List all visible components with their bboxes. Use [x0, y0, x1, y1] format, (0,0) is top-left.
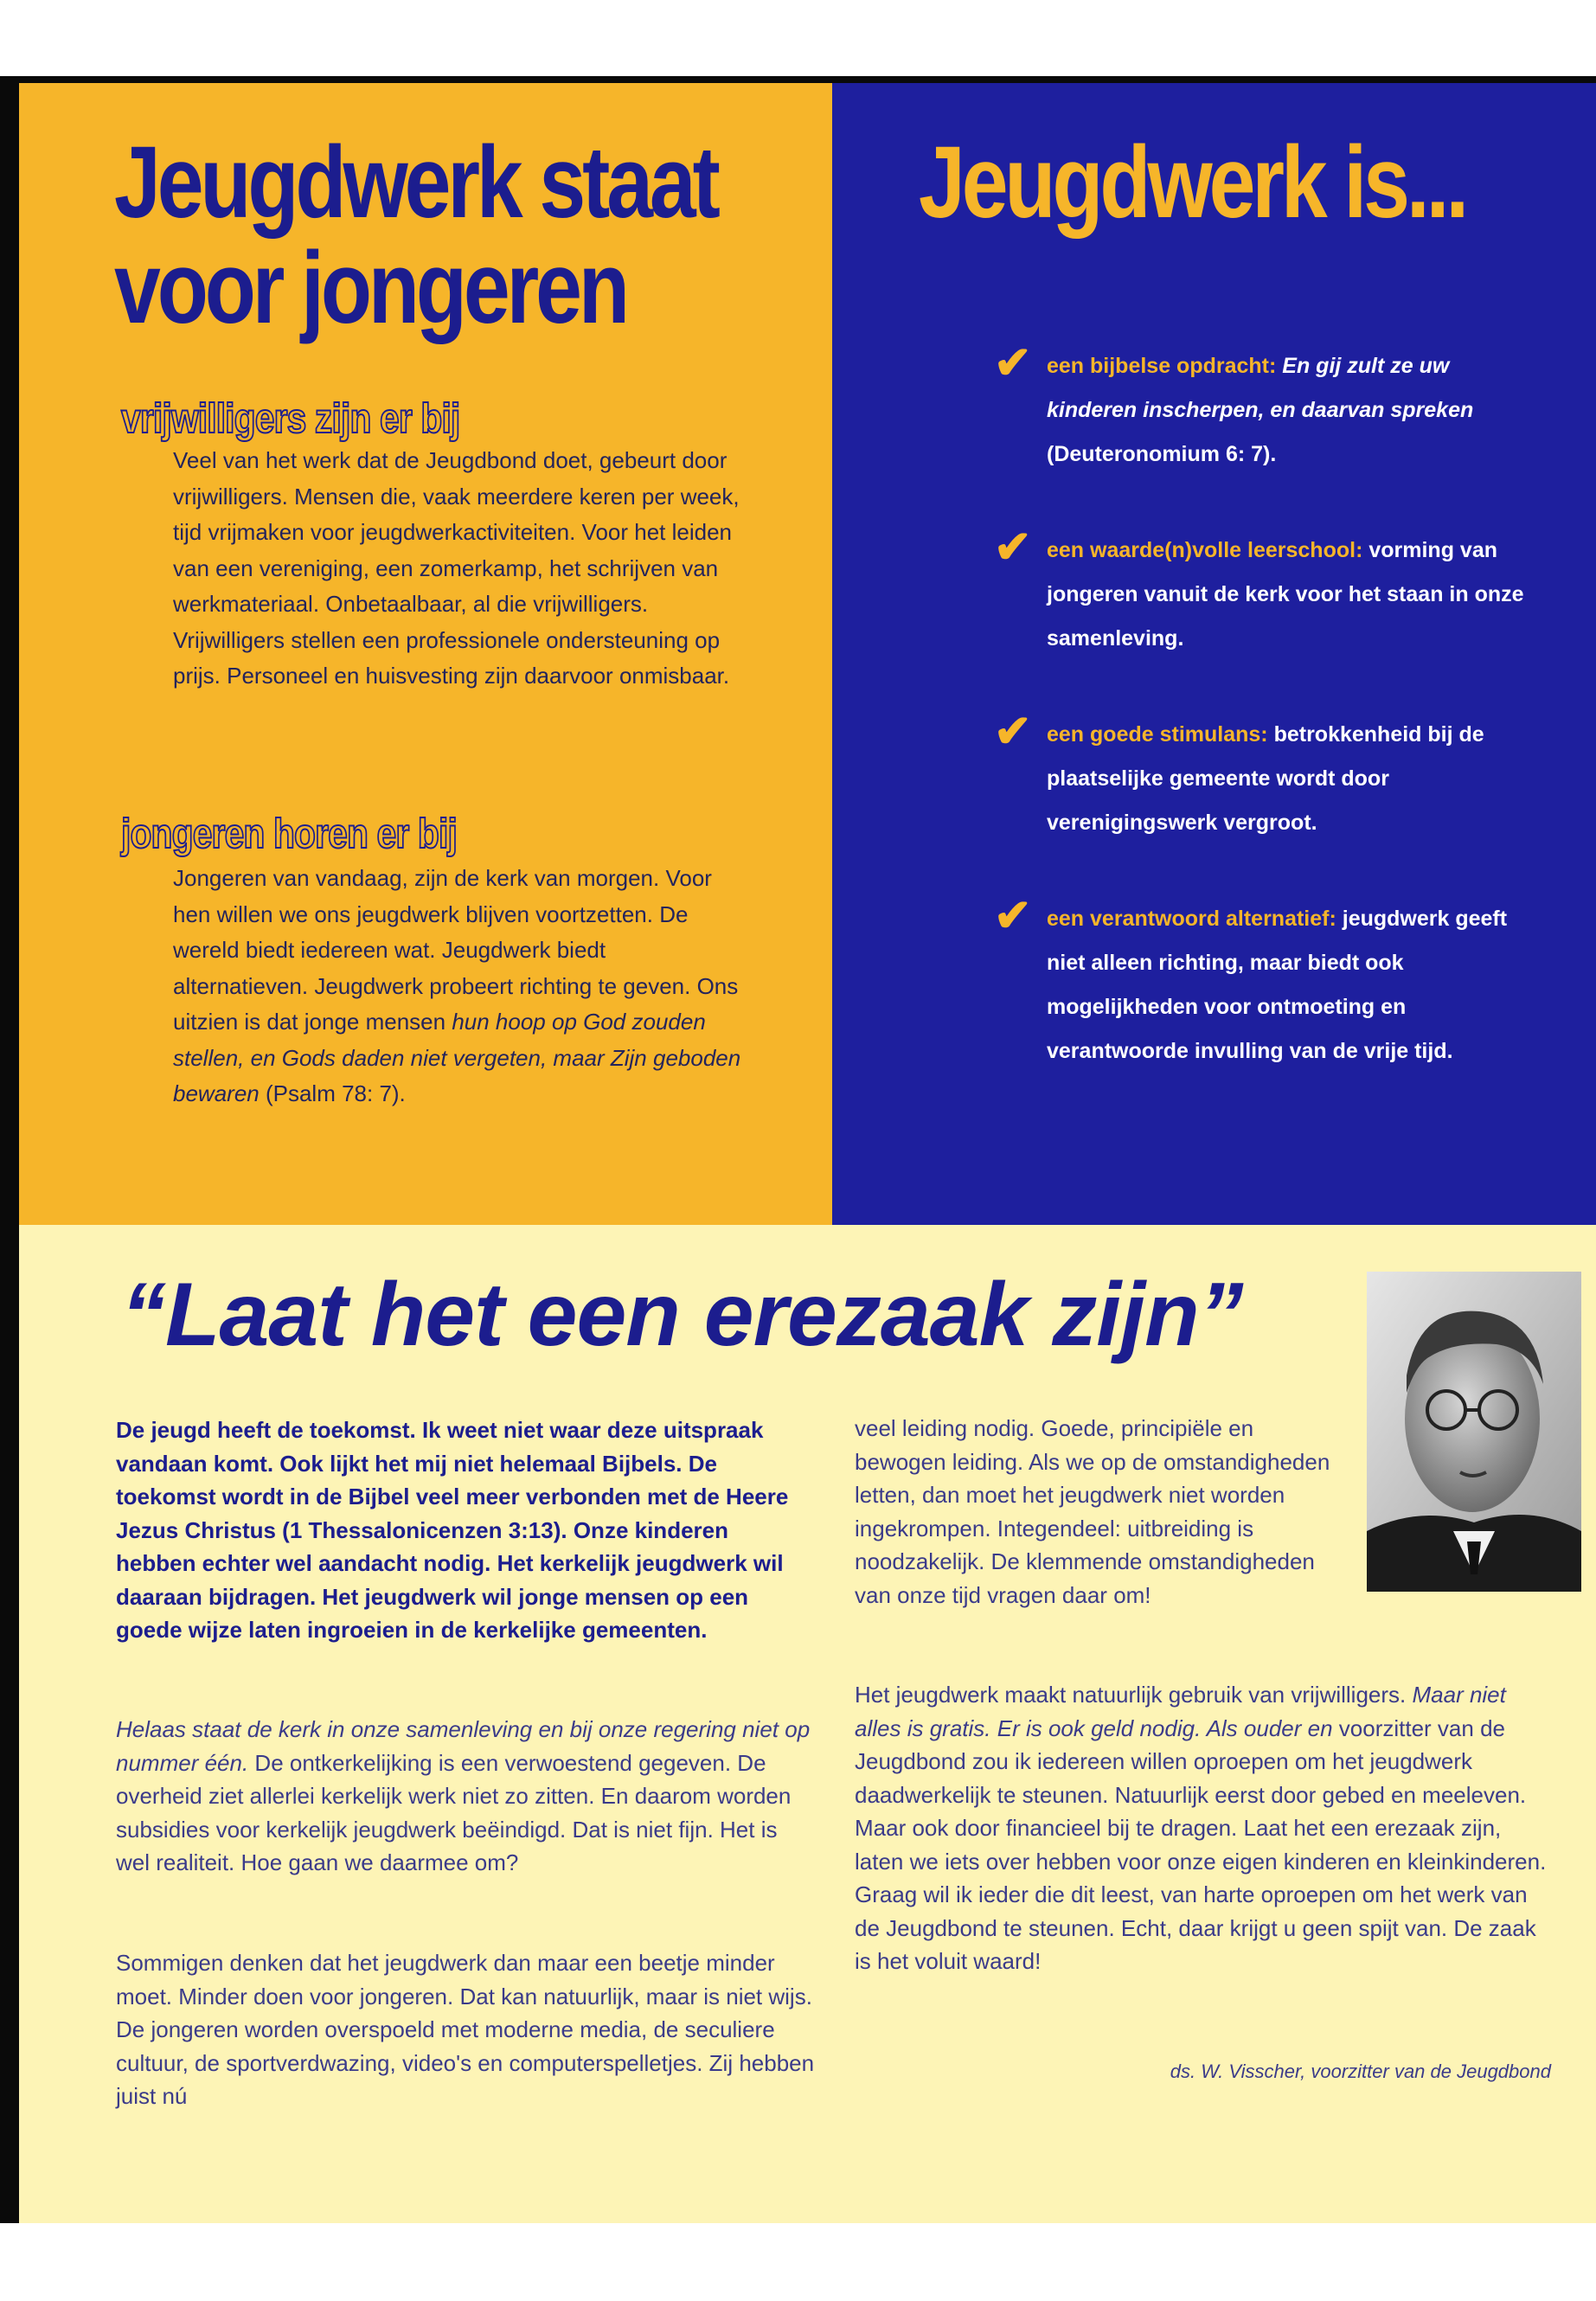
article-paragraph-left-1 [116, 1713, 815, 1880]
checklist-item-text: betrokkenheid bij de plaatselijke gemeente wordt door verenigingswerk vergroot. [1047, 722, 1484, 835]
psalm-reference: (Psalm 78: 7). [259, 1080, 406, 1106]
checkmark-icon: ✔ [994, 338, 1032, 388]
section-text-jongeren [173, 861, 744, 1112]
paragraph-italic: Maar niet alles is gratis. Er is ook geld nodig. Als ouder en [855, 1682, 1506, 1741]
jongeren-text: Jongeren van vandaag, zijn de kerk van morgen. Voor hen willen we ons jeugdwerk blijven voortzetten. De wereld biedt iedereen wat. Jeugdwerk biedt alternatieven. Jeugdwerk probeert richting te geven. Ons uitzien is dat jonge mensen [173, 865, 739, 1035]
paragraph-text: voorzitter van de Jeugdbond zou ik iedereen willen oproepen om het jeugdwerk daadwerkelijk te steunen. Natuurlijk eerst door gebed en meeleven. Maar ook door financieel bij te dragen. Laat het een erezaak zijn, laten we iets over hebben voor onze eigen kinderen en kleinkinderen. Graag wil ik ieder die dit leest, van harte oproepen om het werk van de Jeugdbond te steunen. Echt, daar krijgt u geen spijt van. De zaak is het voluit waard! [855, 1715, 1547, 1974]
checklist-item-lead: een waarde(n)volle leerschool: [1047, 538, 1363, 562]
jeugdwerk-checklist [994, 338, 1531, 1125]
checklist-item-lead: een verantwoord alternatief: [1047, 907, 1336, 931]
checkmark-icon: ✔ [994, 707, 1032, 757]
checklist-item [994, 891, 1531, 1074]
section-heading-jongeren: jongeren horen er bij [121, 811, 457, 857]
left-title-line2: voor jongeren [114, 231, 626, 345]
portrait-illustration [1367, 1272, 1581, 1592]
author-signature: ds. W. Visscher, voorzitter van de Jeugdbond [1170, 2061, 1551, 2082]
paragraph-text-start: Het jeugdwerk maakt natuurlijk gebruik van vrijwilligers. [855, 1682, 1413, 1708]
left-title-line1: Jeugdwerk staat [114, 125, 717, 240]
psalm-quote: hun hoop op God zouden stellen, en Gods daden niet vergeten, maar Zijn geboden bewaren [173, 1009, 741, 1106]
paragraph-italic-start: Helaas staat de kerk in onze samenleving en bij onze regering niet op nummer één. [116, 1716, 811, 1776]
paragraph-text: De ontkerkelijking is een verwoestend gegeven. De overheid ziet allerlei kerkelijk werk niet zo zitten. En daarom worden subsidies voor kerkelijk jeugdwerk beëindigd. Dat is niet fijn. Het is wel realiteit. Hoe gaan we daarmee om? [116, 1749, 792, 1875]
checklist-item [994, 338, 1531, 477]
checklist-item-text: vorming van jongeren vanuit de kerk voor het staan in onze samenleving. [1047, 538, 1524, 651]
left-panel-title [114, 125, 724, 345]
checklist-item-text: (Deuteronomium 6: 7). [1047, 442, 1277, 466]
author-portrait-photo [1367, 1272, 1581, 1592]
article-paragraph-left-2: Sommigen denken dat het jeugdwerk dan maar een beetje minder moet. Minder doen voor jongeren. Dat kan natuurlijk, maar is niet wijs. De jongeren worden overspoeld met moderne media, de seculiere cultuur, de sportverdwazing, video's en computerspelletjes. Zij hebben juist nú [116, 1950, 815, 2109]
article-quote-title: “Laat het een erezaak zijn” [121, 1265, 1243, 1365]
checklist-item-quote: En gij zult ze uw kinderen inscherpen, en daarvan spreken [1047, 354, 1474, 422]
section-heading-vrijwilligers: vrijwilligers zijn er bij [121, 396, 460, 442]
checklist-item [994, 707, 1531, 845]
article-paragraph-right-2 [855, 1678, 1547, 1978]
checklist-item-lead: een bijbelse opdracht: [1047, 354, 1277, 378]
checklist-item-lead: een goede stimulans: [1047, 722, 1268, 747]
article-intro: De jeugd heeft de toekomst. Ik weet niet waar deze uitspraak vandaan komt. Ook lijkt het mij niet helemaal Bijbels. De toekomst wordt in de Bijbel veel meer verbonden met de Heere Jezus Christus (1 Thessalonicenzen 3:13). Onze kinderen hebben echter wel aandacht nodig. Het kerkelijk jeugdwerk wil daaraan bijdragen. Het jeugdwerk wil jonge mensen op een goede wijze laten ingroeien in de kerkelijke gemeenten. [116, 1417, 789, 1643]
page-top-edge [0, 76, 1596, 83]
checkmark-icon: ✔ [994, 522, 1032, 573]
checkmark-icon: ✔ [994, 891, 1032, 941]
right-panel-title: Jeugdwerk is... [919, 125, 1466, 240]
section-text-vrijwilligers: Veel van het werk dat de Jeugdbond doet, gebeurt door vrijwilligers. Mensen die, vaak meerdere keren per week, tijd vrijmaken voor jeugdwerkactiviteiten. Voor het leiden van een vereniging, een zomerkamp, het schrijven van werkmateriaal. Onbetaalbaar, al die vrijwilligers. Vrijwilligers stellen een professionele ondersteuning op prijs. Personeel en huisvesting zijn daarvoor onmisbaar. [173, 447, 740, 689]
checklist-item [994, 522, 1531, 661]
page-left-edge [0, 78, 19, 2223]
article-paragraph-right-1: veel leiding nodig. Goede, principiële en bewogen leiding. Als we op de omstandigheden letten, dan moet het jeugdwerk niet worden ingekrompen. Integendeel: uitbreiding is noodzakelijk. De klemmende omstandigheden van onze tijd vragen daar om! [855, 1415, 1330, 1608]
checklist-item-text: jeugdwerk geeft niet alleen richting, maar biedt ook mogelijkheden voor ontmoeting en verantwoorde invulling van de vrije tijd. [1047, 907, 1508, 1063]
